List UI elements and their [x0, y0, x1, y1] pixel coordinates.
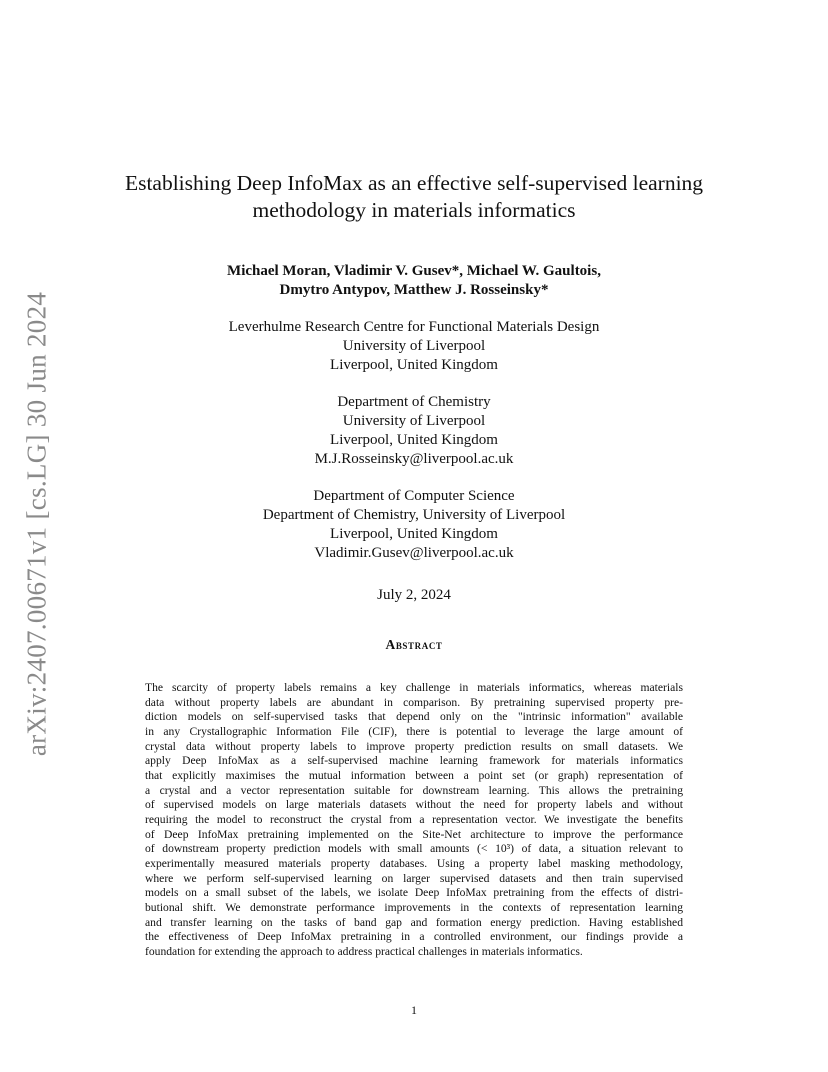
author-list [64, 262, 764, 300]
abstract-line: of supervised models on large materials datasets without the need for property labels and without [145, 798, 683, 812]
abstract-line: apply Deep InfoMax as a self-supervised machine learning framework for materials informatics [145, 754, 683, 768]
affiliation-chemistry [64, 393, 764, 469]
title-line: methodology in materials informatics [252, 198, 576, 222]
affiliation-line: University of Liverpool [342, 338, 486, 354]
abstract-line: The scarcity of property labels remains a key challenge in materials informatics, whereas materials [145, 681, 683, 694]
affiliation-line: Department of Chemistry, University of Liverpool [262, 507, 566, 523]
affiliation-email: M.J.Rosseinsky@liverpool.ac.uk [314, 451, 514, 467]
arxiv-identifier: arXiv:2407.00671v1 [cs.LG] 30 Jun 2024 [21, 291, 52, 757]
abstract-line: of downstream property prediction models with small amounts (< 10³) of data, a situation relevant to [145, 842, 683, 856]
abstract-text [145, 681, 683, 959]
abstract-line: of Deep InfoMax pretraining implemented on the Site-Net architecture to improve the performance [145, 827, 683, 841]
abstract-line: and transfer learning on the tasks of band gap and formation energy prediction. Having established [145, 915, 683, 929]
abstract-line: crystal data without property labels to improve property prediction results on small datasets. We [145, 739, 683, 753]
abstract-line: that explicitly maximises the mutual information between a point set (or graph) representation of [145, 768, 683, 782]
affiliation-line: Department of Chemistry [337, 394, 491, 410]
affiliation-leverhulme [64, 318, 764, 375]
abstract-heading: Abstract [385, 637, 443, 652]
abstract-line: experimentally measured materials property databases. Using a property label masking methodology, [145, 856, 683, 870]
affiliation-line: Department of Computer Science [313, 488, 515, 504]
affiliation-line: Leverhulme Research Centre for Functional Materials Design [228, 319, 600, 335]
abstract-line: the effectiveness of Deep InfoMax pretraining in a controlled environment, our findings provide a [145, 930, 683, 944]
affiliation-computer-science [64, 487, 764, 563]
abstract-line: models on a small subset of the labels, we isolate Deep InfoMax pretraining from the effects of distri- [145, 886, 683, 900]
affiliation-line: University of Liverpool [342, 413, 486, 429]
abstract-line: a crystal and a vector representation suitable for downstream learning. This allows the pretraining [145, 783, 683, 797]
abstract-line: foundation for extending the approach to address practical challenges in materials informatics. [145, 944, 583, 958]
abstract-line: butional shift. We demonstrate performance improvements in the contexts of representation learning [145, 900, 683, 914]
publication-date: July 2, 2024 [377, 587, 451, 603]
abstract-line: diction models on self-supervised tasks that depend only on the "intrinsic information" available [145, 710, 683, 724]
affiliation-line: Liverpool, United Kingdom [330, 357, 498, 373]
abstract-line: in any Crystallographic Information File (CIF), there is potential to leverage the large amount of [145, 724, 683, 738]
paper-title [64, 170, 764, 224]
title-line: Establishing Deep InfoMax as an effective self-supervised learning [124, 171, 704, 195]
author-line: Michael Moran, Vladimir V. Gusev*, Michael W. Gaultois, [227, 263, 601, 279]
affiliation-email: Vladimir.Gusev@liverpool.ac.uk [314, 545, 514, 561]
abstract-line: requiring the model to reconstruct the crystal from a representation vector. We investigate the benefits [145, 812, 683, 826]
affiliation-line: Liverpool, United Kingdom [330, 526, 498, 542]
affiliation-line: Liverpool, United Kingdom [330, 432, 498, 448]
abstract-line: where we perform self-supervised learning on larger supervised datasets and then train supervised [145, 871, 683, 885]
author-line: Dmytro Antypov, Matthew J. Rosseinsky* [279, 282, 549, 298]
page-number: 1 [411, 1003, 417, 1017]
abstract-line: data without property labels are abundant in comparison. By pretraining supervised property pre- [145, 695, 683, 709]
